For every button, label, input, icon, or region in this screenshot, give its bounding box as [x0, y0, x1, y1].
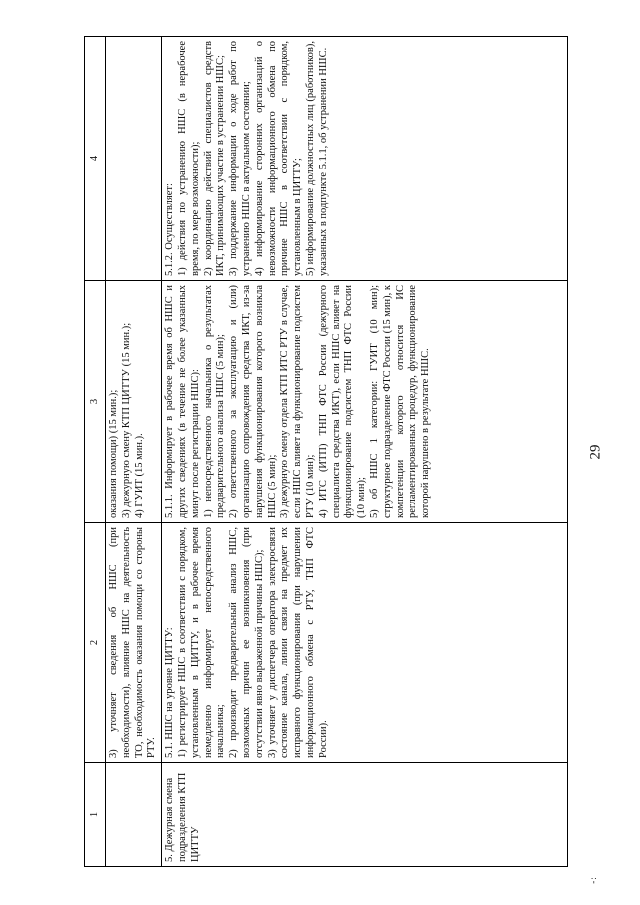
header-col-1: 1: [85, 763, 106, 867]
main-col-4-para: 1) действия по устранению НШС (в нерабочее время, по мере возможности);: [176, 41, 201, 276]
procedure-table: [84, 36, 568, 867]
main-col-4-para: 2) координацию действий специалистов средств ИКТ, принимающих участие в устранении НШС;: [202, 41, 227, 276]
main-col-2-para: 2) производит предварительный анализ НШС, возможных причин ее возникновения (при отсутствии явно выраженной причины НШС);: [228, 527, 265, 758]
continuation-col-3-para: 4) ГУИТ (15 мин.).: [133, 433, 145, 518]
main-col-4-para: 4) информирование сторонних организаций о невозможности информационного обмена по причине НШС в соответствии с порядком, установленным в ЦИТТУ;: [253, 41, 304, 276]
main-col-2-para: 5.1. НШС на уровне ЦИТТУ:: [164, 627, 176, 758]
table-header-row: [85, 37, 106, 867]
table-row-main: [162, 37, 568, 867]
continuation-col-2: 3) уточняет сведения об НШС (при необходимости), влияние НШС на деятельность ТО, необходимость оказания помощи со стороны РТУ.: [106, 523, 162, 763]
main-col-2-para: 1) регистрирует НШС в соответствии с порядком, установленным в ЦИТТУ, и в рабочее время немедленно информирует непосредственного начальника;: [176, 527, 227, 758]
continuation-col-3-para: 3) дежурную смену КТП ЦИТТУ (15 мин.);: [120, 322, 132, 518]
header-col-3: 3: [85, 281, 106, 523]
table-row-continuation: [106, 37, 162, 867]
main-col-4-para: 5.1.2. Осуществляет:: [164, 183, 176, 276]
main-col-4-para: 5) информирование должностных лиц (работников), указанных в подпункте 5.1.1, об устранении НШС.: [304, 41, 329, 276]
continuation-col-1: [106, 763, 162, 867]
main-col-3-para: 4) ИТС (ИТП) ТНП ФТС России (дежурного специалиста средства ИКТ), если НШС влияет на функционирование подсистем ТНП ФТС России (10 мин);: [317, 285, 368, 518]
continuation-col-3-para: оказания помощи) (15 мин.);: [108, 389, 119, 518]
main-col-3: [162, 281, 568, 523]
main-col-2-para: 3) уточняет у диспетчера оператора электросвязи состояние канала, линии связи на предмет их исправного функционирования (при нарушении информационного обмена с РТУ, ТНП ФТС России).: [266, 527, 329, 758]
main-col-3-para: 2) ответственного за эксплуатацию и (или) организацию сопровождения средства ИКТ, из-за нарушения функционирования которого возникла НШС (5 мин);: [228, 285, 278, 518]
main-col-4-para: 3) поддержание информации о ходе работ по устранению НШС в актуальном состоянии;: [228, 41, 252, 276]
main-col-3-para: 3) дежурную смену отдела КТП ИТС РТУ в случае, если НШС влияет на функционирование подсистем РТУ (10 мин);: [279, 285, 316, 518]
footer-mark: -:: [588, 876, 598, 884]
continuation-col-3: [106, 281, 162, 523]
main-col-1-role: 5. Дежурная смена подразделения КТП ЦИТТУ: [162, 763, 568, 867]
main-col-3-para: 5.1.1. Информирует в рабочее время об НШС и других сведениях (в течение не более указанных минут после регистрации НШС):: [164, 285, 201, 518]
main-col-2: [162, 523, 568, 763]
continuation-col-4: [106, 37, 162, 281]
main-col-4: [162, 37, 568, 281]
page-number: 29: [587, 444, 604, 460]
rotated-table-container: [84, 37, 568, 867]
main-col-3-para: 1) непосредственного начальника о результатах предварительного анализа НШС (5 мин);: [202, 285, 227, 518]
header-col-4: 4: [85, 37, 106, 281]
header-col-2: 2: [85, 523, 106, 763]
main-col-3-para: 5) об НШС 1 категории: ГУИТ (10 мин); структурное подразделение ФТС России (15 мин), к компетенции которого относится ИС регламентированных процедур, функционирование которой нарушено в результате НШС.: [368, 285, 432, 518]
